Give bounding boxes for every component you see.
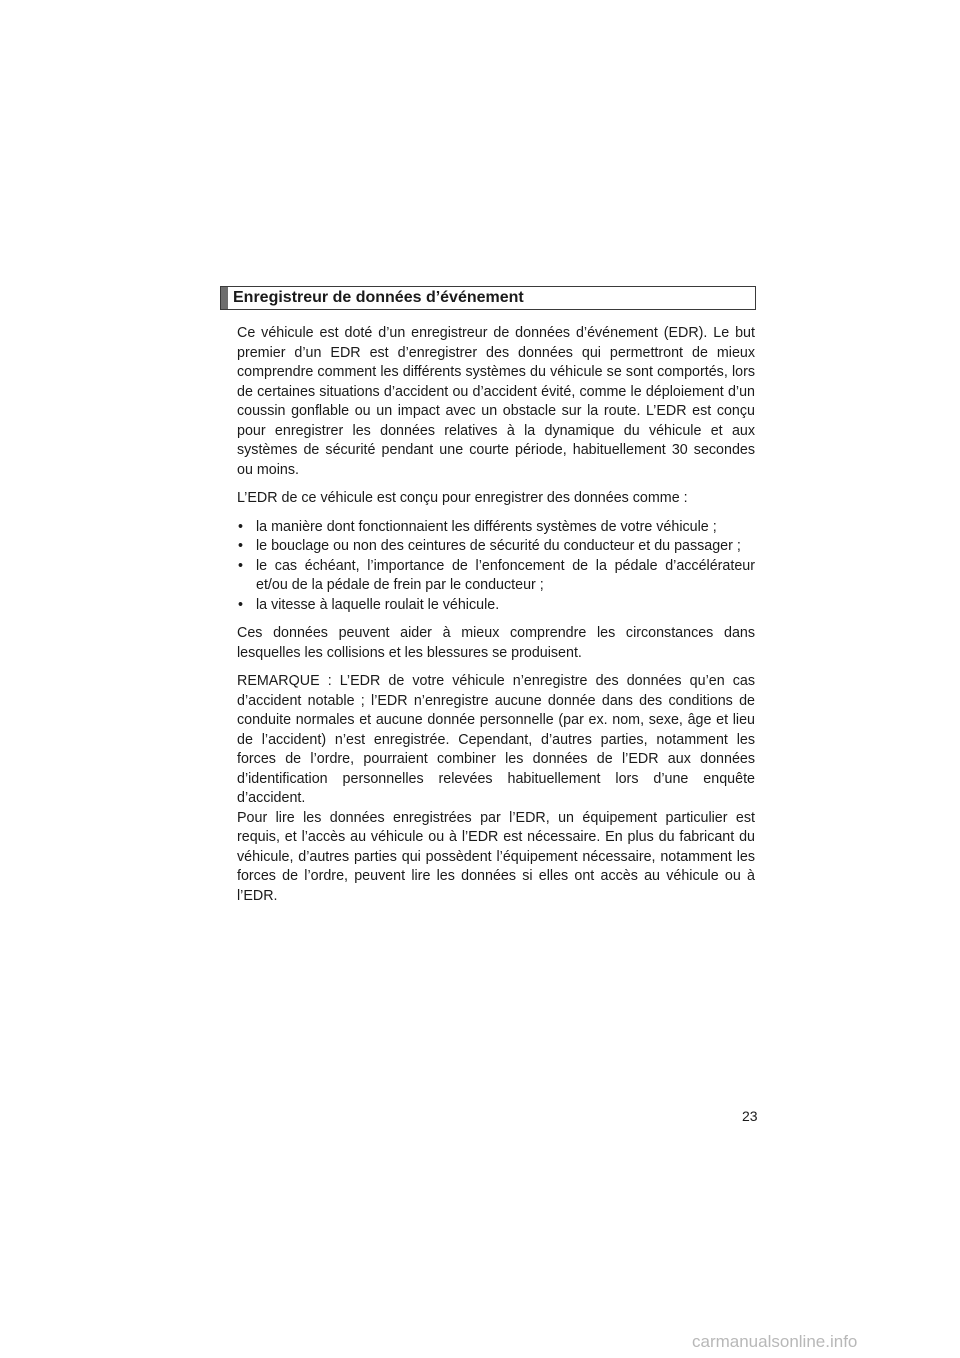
list-item-text: le cas échéant, l’importance de l’enfoncement de la pédale d’accélérateur et/ou de la pédale de frein par le conducteur ; (256, 557, 755, 593)
section-header-bar (221, 287, 228, 309)
body-content (237, 324, 755, 915)
list-intro-paragraph: L’EDR de ce véhicule est conçu pour enregistrer des données comme : (237, 490, 688, 506)
list-item (237, 557, 755, 596)
page-number: 23 (742, 1108, 758, 1124)
list-item-text: le bouclage ou non des ceintures de sécurité du conducteur et du passager ; (256, 538, 741, 554)
summary-paragraph: Ces données peuvent aider à mieux comprendre les circonstances dans lesquelles les collisions et les blessures se produisent. (237, 625, 755, 661)
bullet-marker: • (238, 557, 244, 574)
list-item (237, 518, 755, 538)
bullet-marker: • (238, 596, 244, 613)
watermark: carmanualsonline.info (692, 1332, 858, 1351)
section-title: Enregistreur de données d’événement (233, 289, 524, 306)
bullet-marker: • (238, 518, 244, 535)
recorded-data-list (237, 518, 755, 616)
remark-paragraph: REMARQUE : L’EDR de votre véhicule n’enregistre des données qu’en cas d’accident notable ; l’EDR n’enregistre aucune donnée dans des conditions de conduite normales et aucune donnée personnelle (par ex. nom, sexe, âge et lieu de l’accident) n’est enregistrée. Cependant, d’autres parties, notamment les forces de l’ordre, pourraient combiner les données de l’EDR aux données d’identification personnelles relevées habituellement lors d’une enquête d’accident. (237, 673, 755, 806)
bullet-marker: • (238, 538, 244, 554)
intro-paragraph: Ce véhicule est doté d’un enregistreur de données d’événement (EDR). Le but premier d’un EDR est d’enregistrer des données qui permettront de mieux comprendre comment les différents systèmes du véhicule se sont comportés, lors de certaines situations d’accident ou d’accident évité, comme le déploiement d’un coussin gonflable ou un impact avec un obstacle sur la route. L’EDR est conçu pour enregistrer les données relatives à la dynamique du véhicule et aux systèmes de sécurité pendant une courte période, habituellement 30 secondes ou moins. (237, 325, 755, 478)
list-item (237, 537, 755, 557)
list-item-text: la vitesse à laquelle roulait le véhicule. (256, 596, 500, 613)
section-header (220, 286, 756, 310)
list-item (237, 596, 755, 616)
access-paragraph: Pour lire les données enregistrées par l’EDR, un équipement particulier est requis, et l’accès au véhicule ou à l’EDR est nécessaire. En plus du fabricant du véhicule, d’autres parties qui possèdent l’équipement nécessaire, notamment les forces de l’ordre, peuvent lire les données si elles ont accès au véhicule ou à l’EDR. (237, 809, 755, 904)
list-item-text: la manière dont fonctionnaient les différents systèmes de votre véhicule ; (256, 518, 717, 535)
